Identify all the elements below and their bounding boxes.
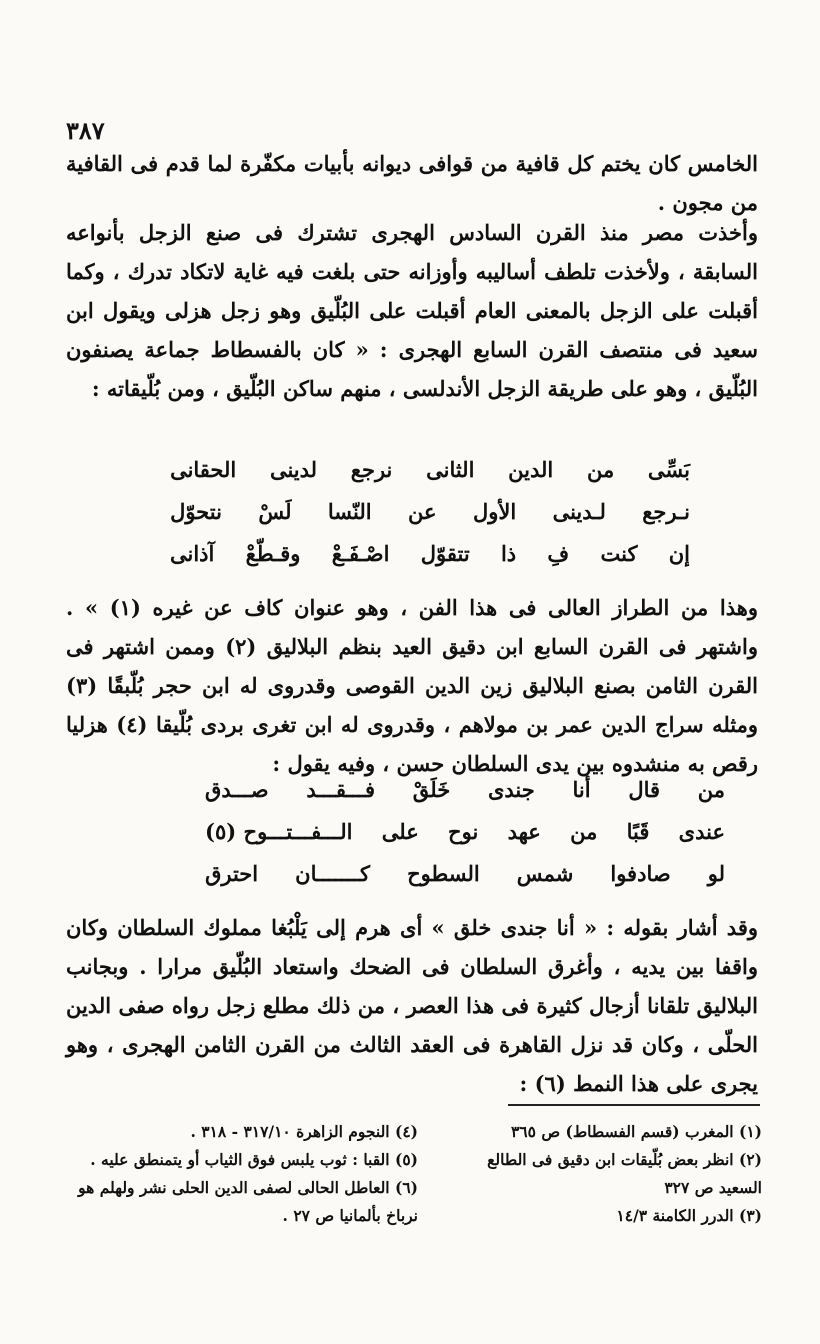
paragraph-4: وقد أشار بقوله : « أنا جندى خلق » أى هرم إلى يَلْبُغا مملوك السلطان وكان واقفا بين يديه ، وأغرق السلطان فى الضحك واستعاد البُلّيق مرارا . وبجانب البلاليق تلقانا أزجال كثيرة فى هذا العصر ، من ذلك مطلع زجل رواه صفى الدين الحلّى ، وكان قد نزل القاهرة فى العقد الثالث من القرن الثامن الهجرى ، وهو يجرى على هذا النمط (٦) : <box>66 915 758 1096</box>
verse-word: من <box>697 776 725 802</box>
paragraph-3: وهذا من الطراز العالى فى هذا الفن ، وهو عنوان كاف عن غيره (١) » . واشتهر فى القرن السابع ابن دقيق العيد بنظم البلاليق (٢) وممن اشتهر فى القرن الثامن بصنع البلاليق زين الدين القوصى وقدروى له ابن حجر بُلّبقًا (٣) ومثله سراج الدين عمر بن مولاهم ، وقدروى له ابن تغرى بردى بُلّيقا (٤) هزليا رقص به منشدوه بين يدى السلطان حسن ، وفيه يقول : <box>66 595 759 776</box>
verse-word: وقـطّعْ <box>245 540 301 566</box>
verse-word: فِ <box>547 540 570 566</box>
footnotes-left-column <box>66 1118 418 1230</box>
verse-line <box>205 852 725 894</box>
footnote: (٦) العاطل الحالى لصفى الدين الحلى نشر ولهلم هو نرباخ بألمانيا ص ٢٧ . <box>78 1178 418 1225</box>
verse-word: الثانى <box>426 456 475 482</box>
verse-line <box>170 490 690 532</box>
verse-word: جندى <box>487 776 535 802</box>
verse-word: الـــفـــتـــوح (٥) <box>205 818 353 844</box>
verse-word: صادفوا <box>610 860 671 886</box>
verse-line <box>205 810 725 852</box>
verse-block-1 <box>170 448 690 574</box>
verse-word: لـدينى <box>552 498 606 524</box>
verse-word: ذا <box>500 540 517 566</box>
verse-word: الدين <box>508 456 554 482</box>
verse-word: من <box>586 456 615 482</box>
verse-word: شمس <box>516 860 574 886</box>
verse-word: كنت <box>600 540 638 566</box>
verse-word: تتقوّل <box>420 540 470 566</box>
verse-word: عن <box>408 498 437 524</box>
verse-word: اصْـفَـعْ <box>331 540 390 566</box>
verse-word: السطوح <box>407 860 480 886</box>
verse-word: أنا <box>572 776 591 802</box>
verse-word: النّسا <box>327 498 372 524</box>
verse-word: خَلَقْ <box>412 776 451 802</box>
verse-word: قال <box>628 776 661 802</box>
paragraph-1: الخامس كان يختم كل قافية من قوافى ديوانه بأبيات مكفّرة لما قدم فى القافية من مجون . <box>66 151 758 215</box>
verse-word: بَسِّى <box>647 456 690 482</box>
verse-word: عندى <box>678 818 725 844</box>
footnote: (١) المغرب (قسم الفسطاط) ص ٣٦٥ <box>510 1122 762 1141</box>
footnotes-right-column <box>440 1118 762 1230</box>
footnote: (٤) النجوم الزاهرة ٣١٧/١٠ - ٣١٨ . <box>190 1122 418 1141</box>
footnote-divider <box>508 1104 760 1106</box>
verse-word: لو <box>707 860 725 886</box>
verse-word: نوح <box>448 818 479 844</box>
verse-word: فـــقـــد <box>306 776 375 802</box>
page-number: ٣٨٧ <box>66 116 105 145</box>
verse-word: لدينى <box>269 456 318 482</box>
verse-word: إن <box>668 540 690 566</box>
paragraph-2: وأخذت مصر منذ القرن السادس الهجرى تشترك فى صنع الزجل بأنواعه السابقة ، ولأخذت تلطف أساليبه وأوزانه حتى بلغت فيه غاية لاتكاد تدرك ، وكما أقبلت على الزجل بالمعنى العام أقبلت على البُلّيق وهو زجل هزلى ويقول ابن سعيد فى منتصف القرن السابع الهجرى : « كان بالفسطاط جماعة يصنفون البُلّيق ، وهو على طريقة الزجل الأندلسى ، منهم ساكن البُلّيق ، ومن بُلّيقاته : <box>66 220 759 401</box>
verse-word: من <box>570 818 598 844</box>
verse-line <box>170 448 690 490</box>
verse-word: نتحوّل <box>170 498 222 524</box>
verse-word: الأول <box>472 498 517 524</box>
verse-word: عهد <box>507 818 541 844</box>
verse-block-2 <box>205 768 725 894</box>
footnote: (٥) القبا : ثوب يلبس فوق الثياب أو يتمنطق عليه . <box>90 1150 418 1169</box>
verse-word: الحقانى <box>170 456 237 482</box>
footnote: (٣) الدرر الكامنة ١٤/٣ <box>616 1206 762 1225</box>
verse-line <box>205 768 725 810</box>
verse-word: قَبًا <box>626 818 650 844</box>
verse-word: على <box>381 818 419 844</box>
footnote: (٢) انظر بعض بُلّيقات ابن دقيق فى الطالع السعيد ص ٣٢٧ <box>487 1150 762 1197</box>
verse-word: لَسْ <box>258 498 292 524</box>
verse-word: صـــدق <box>205 776 269 802</box>
verse-word: نرجع <box>350 456 393 482</box>
verse-line <box>170 532 690 574</box>
verse-word: كـــــــان <box>295 860 371 886</box>
verse-word: آذانى <box>170 540 215 566</box>
verse-word: نـرجع <box>642 498 690 524</box>
verse-word: احترق <box>205 860 259 886</box>
